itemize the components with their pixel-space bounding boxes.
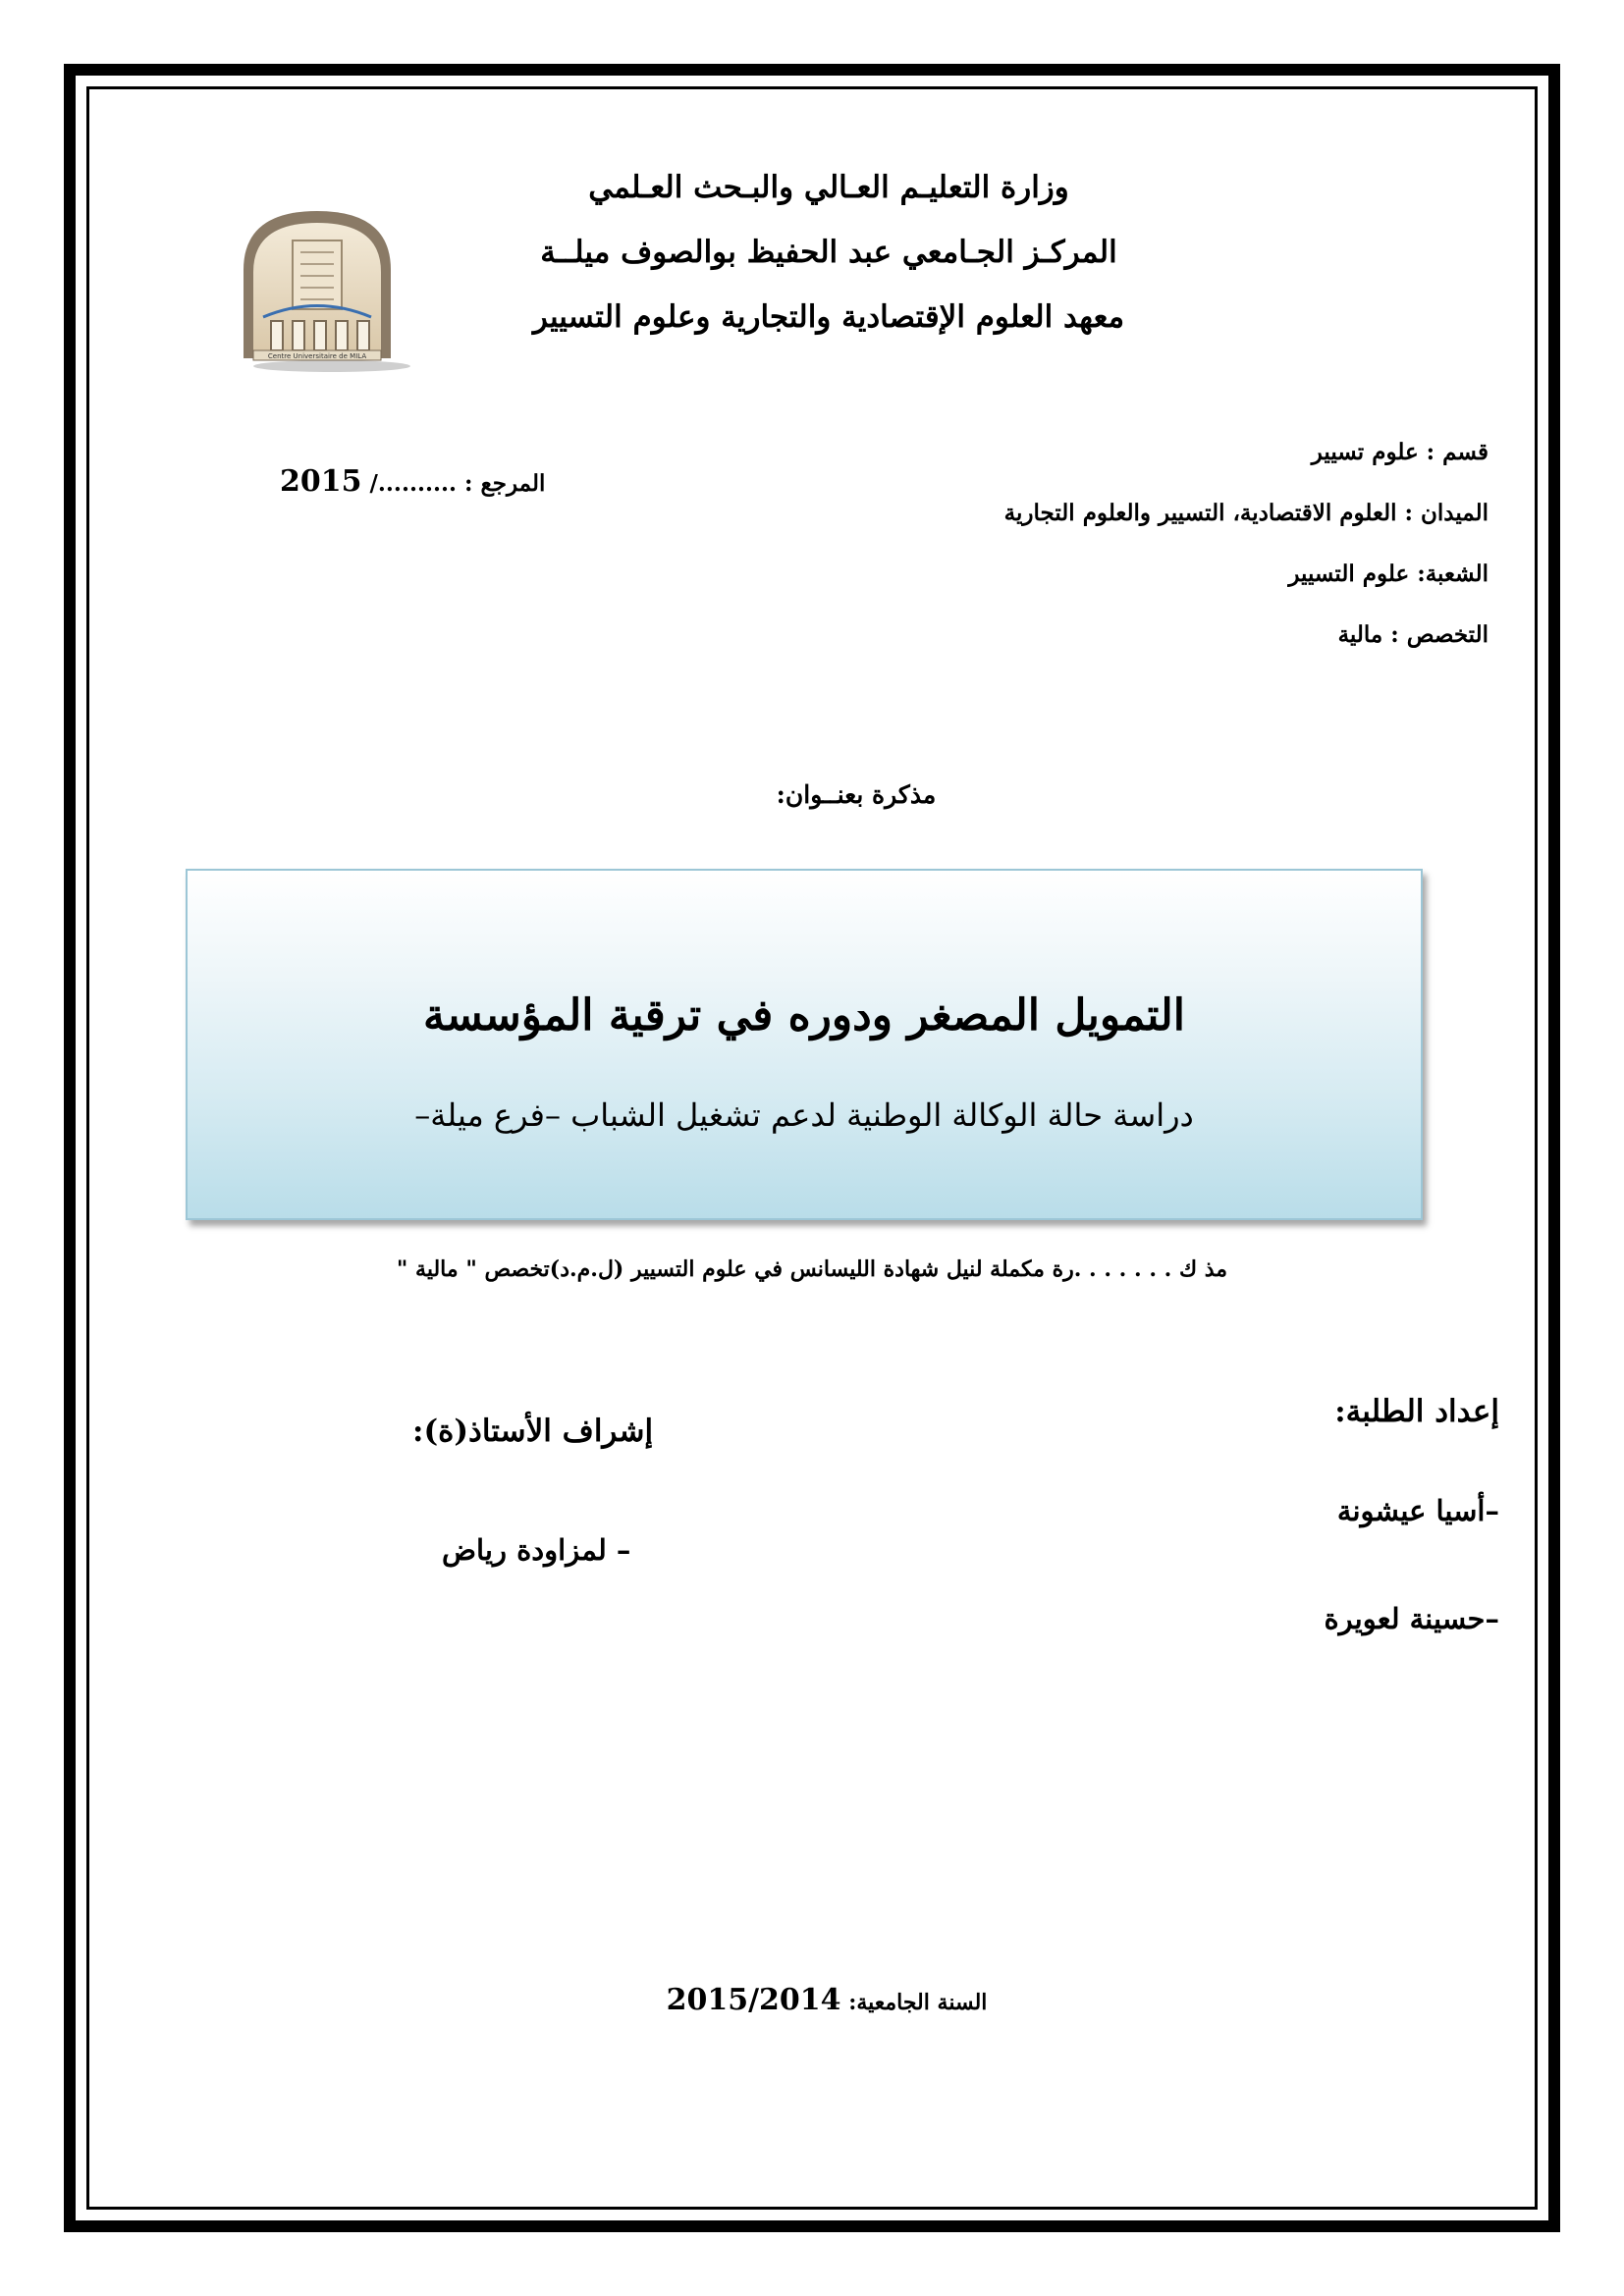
reference-label: المرجع : ........../ [369,470,546,497]
supervisor-heading: إشراف الأستاذ(ة): [412,1414,654,1449]
university-building-logo [224,201,410,373]
thesis-title: التمويل المصغر ودوره في ترقية المؤسسة [423,990,1185,1041]
department-info [1004,422,1489,666]
department-branch: الشعبة: علوم التسيير [1288,561,1489,587]
academic-year [0,1983,1624,2017]
department-specialty: التخصص : مالية [1337,621,1489,648]
department-section: قسم : علوم تسيير [1311,439,1489,465]
degree-statement: مذ ك . . . . . . .رة مكملة لنيل شهادة الليسانس في علوم التسيير (ل.م.د)تخصص " مالية " [396,1256,1228,1282]
university-name: المركـز الجـامعي عبد الحفيظ بوالصوف ميلــة [540,235,1117,270]
title-box [186,869,1423,1220]
ministry-name: وزارة التعليـم العـالي والبـحث العـلمي [588,170,1069,205]
institution-header [456,155,1202,349]
student-name: –أسيا عيشونة [1336,1494,1499,1527]
student-name: –حسينة لعويرة [1324,1602,1499,1635]
students-heading: إعداد الطلبة: [1334,1394,1499,1429]
institute-name: معهد العلوم الإقتصادية والتجارية وعلوم التسيير [532,299,1125,335]
academic-year-value: 2015/2014 [666,1983,841,2017]
logo-caption: Centre Universitaire de MILA [267,352,367,360]
academic-year-label: السنة الجامعية: [848,1990,988,2015]
supervisor-name: – لمزاودة رياض [442,1533,631,1567]
reference-year: 2015 [280,464,362,499]
reference-number [280,464,545,499]
memo-label: مذكرة بعنــوان: [776,780,937,809]
department-field: الميدان : العلوم الاقتصادية، التسيير والعلوم التجارية [1003,500,1489,526]
thesis-subtitle: دراسة حالة الوكالة الوطنية لدعم تشغيل الشباب –فرع ميلة– [414,1096,1194,1134]
